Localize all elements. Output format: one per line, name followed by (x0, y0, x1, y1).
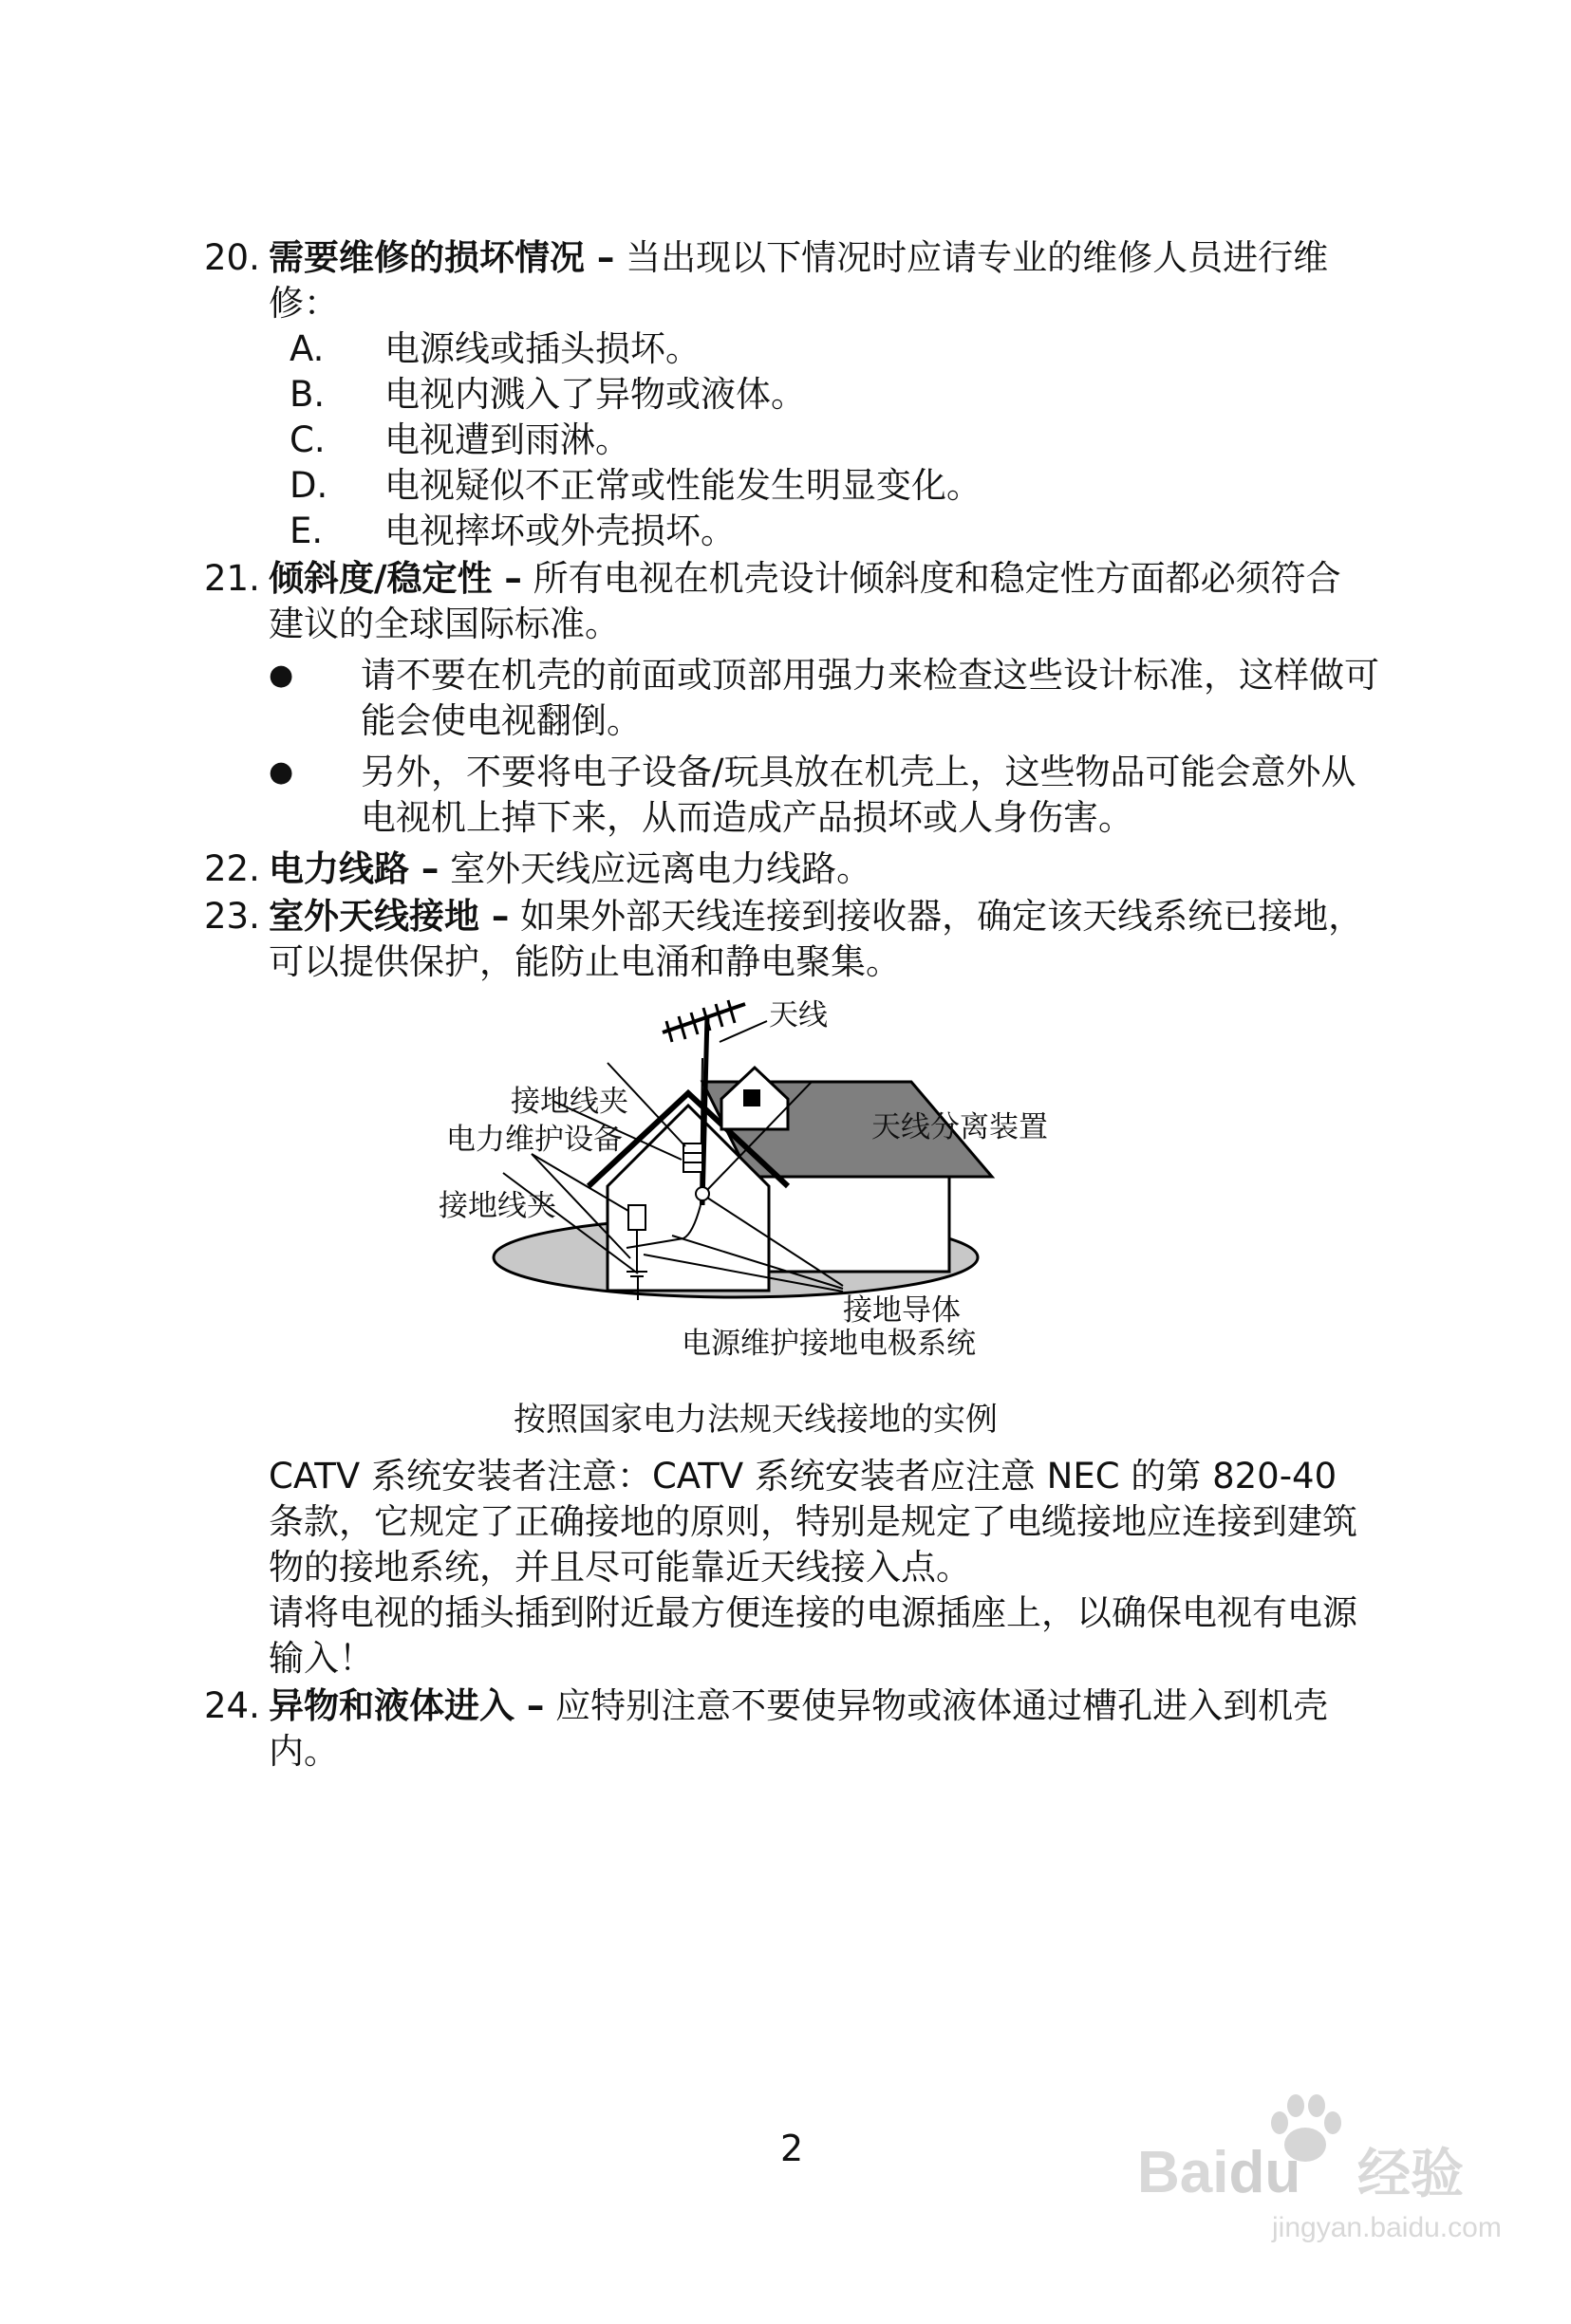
watermark-url: jingyan.baidu.com (1272, 2212, 1502, 2243)
item-21-text-1: 所有电视在机壳设计倾斜度和稳定性方面都必须符合 (533, 558, 1341, 599)
item-22-title: 电力线路 – (269, 848, 440, 889)
item-23-text-1: 如果外部天线连接到接收器，确定该天线系统已接地， (520, 896, 1364, 937)
watermark-brand (1137, 2140, 1300, 2206)
label-antenna-discharge-unit: 天线分离装置 (871, 1110, 1048, 1144)
subitem-a-letter: A. (290, 328, 325, 369)
subitem-d-letter: D. (290, 465, 328, 506)
item-23-number: 23. (204, 896, 260, 937)
label-power-service-equipment: 电力维护设备 (446, 1123, 623, 1157)
subitem-e-text: 电视摔坏或外壳损坏。 (384, 511, 736, 551)
subitem-d-text: 电视疑似不正常或性能发生明显变化。 (384, 465, 982, 506)
item-22-text-1: 室外天线应远离电力线路。 (450, 848, 872, 889)
bullet-2-line2: 电视机上掉下来，从而造成产品损坏或人身伤害。 (361, 797, 1133, 838)
subitem-c-text: 电视遭到雨淋。 (384, 419, 630, 460)
bullet-dot: ● (269, 659, 294, 692)
catv-note-line1: CATV 系统安装者注意：CATV 系统安装者应注意 NEC 的第 820-40 (269, 1456, 1337, 1497)
item-20-text-1: 当出现以下情况时应请专业的维修人员进行维 (626, 237, 1329, 278)
bullet-1-line2: 能会使电视翻倒。 (361, 700, 642, 741)
item-23-text-2: 可以提供保护，能防止电涌和静电聚集。 (269, 941, 901, 982)
item-24-text-1: 应特别注意不要使异物或液体通过槽孔进入到机壳 (555, 1685, 1329, 1726)
bullet-2-line1: 另外，不要将电子设备/玩具放在机壳上，这些物品可能会意外从 (361, 752, 1356, 792)
item-20-line1 (269, 235, 1328, 281)
page-number: 2 (780, 2128, 804, 2169)
catv-note-line4: 请将电视的插头插到附近最方便连接的电源插座上，以确保电视有电源 (269, 1592, 1357, 1633)
item-24-number: 24. (204, 1685, 260, 1726)
watermark-brand-bai: Bai (1137, 2140, 1229, 2205)
label-grounding-conductors: 接地导体 (843, 1293, 961, 1328)
watermark-brand-du: du (1228, 2140, 1301, 2205)
item-24-title: 异物和液体进入 – (269, 1685, 545, 1726)
subitem-c-letter: C. (290, 419, 326, 460)
item-22-line1 (269, 846, 871, 892)
item-23-title: 室外天线接地 – (269, 896, 510, 937)
label-ground-clamp-top: 接地线夹 (511, 1085, 628, 1119)
ground-clamp-box (683, 1143, 702, 1172)
subitem-b-text: 电视内溅入了异物或液体。 (384, 374, 806, 415)
dormer-window (743, 1089, 760, 1106)
item-21-number: 21. (204, 558, 260, 599)
item-20-number: 20. (204, 237, 260, 278)
item-20-title: 需要维修的损坏情况 – (269, 237, 615, 278)
watermark-cn: 经验 (1357, 2144, 1464, 2203)
item-23-line1 (269, 894, 1363, 939)
catv-note-line3: 物的接地系统，并且尽可能靠近天线接入点。 (269, 1547, 971, 1588)
subitem-e-letter: E. (290, 511, 324, 551)
item-22-number: 22. (204, 848, 260, 889)
catv-note-line2: 条款，它规定了正确接地的原则，特别是规定了电缆接地应连接到建筑 (269, 1501, 1357, 1542)
subitem-a-text: 电源线或插头损坏。 (384, 328, 701, 369)
catv-note-line5: 输入！ (269, 1638, 374, 1679)
subitem-b-letter: B. (290, 374, 326, 415)
item-24-line1 (269, 1683, 1328, 1729)
item-21-title: 倾斜度/稳定性 – (269, 558, 522, 599)
item-21-line1 (269, 556, 1341, 602)
label-antenna: 天线 (769, 998, 828, 1032)
bullet-1-line1: 请不要在机壳的前面或顶部用强力来检查这些设计标准，这样做可 (361, 655, 1379, 696)
item-21-text-2: 建议的全球国际标准。 (269, 604, 620, 644)
power-service-box (628, 1205, 645, 1230)
antenna-grounding-illustration (418, 987, 1101, 1385)
figure-caption: 按照国家电力法规天线接地的实例 (514, 1401, 998, 1439)
item-24-text-2: 内。 (269, 1731, 339, 1772)
item-20-text-2: 修： (269, 283, 339, 324)
label-power-service-grounding: 电源维护接地电极系统 (682, 1327, 976, 1361)
bullet-dot: ● (269, 755, 294, 789)
label-ground-clamp-bottom: 接地线夹 (439, 1189, 556, 1223)
